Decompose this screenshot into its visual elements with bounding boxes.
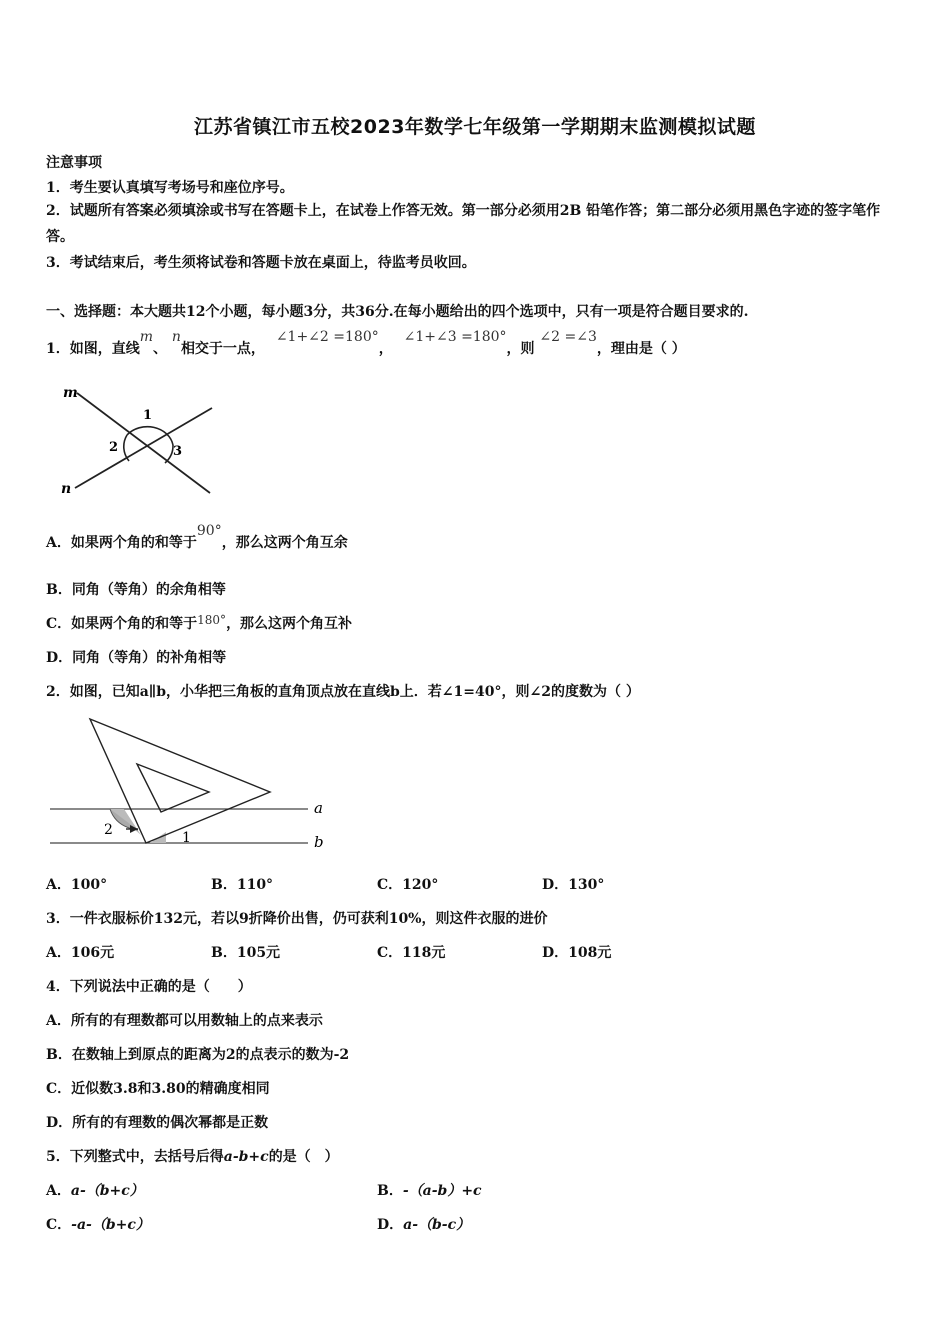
label-angle-1: 1 [182,830,191,846]
q4-option-d: D．所有的有理数的偶次幂都是正数 [46,1115,269,1131]
q1-prefix: 1．如图，直线 [46,341,140,357]
label-angle-2: 2 [109,440,119,455]
q1-eq2: ∠1+∠3 =180° [403,329,507,345]
page-title: 江苏省镇江市五校2023年数学七年级第一学期期末监测模拟试题 [194,116,756,138]
q2-option-a: A．100° [46,877,108,893]
note-item-1: 1．考生要认真填写考场号和座位序号。 [46,180,294,196]
q5-option-a [46,1180,144,1200]
q1-sep: 、 [153,341,168,357]
q5-option-d-expr: a-（b-c） [403,1217,471,1233]
q1-option-d: D．同角（等角）的补角相等 [46,650,227,666]
q5-option-d [377,1214,470,1234]
q1-option-a-pre: A．如果两个角的和等于 [46,535,197,551]
question-1 [46,329,686,358]
q1-figure [55,383,225,503]
triangle-inner [137,764,209,812]
note-item-3: 3．考试结束后，考生须将试卷和答题卡放在桌面上，待监考员收回。 [46,255,476,271]
q5-text-pre: 5．下列整式中，去括号后得 [46,1149,224,1165]
q3-option-c: C．118元 [377,945,446,961]
q5-option-c-expr: -a-（b+c） [71,1217,150,1233]
q1-option-a [46,523,348,552]
q2-option-d: D．130° [542,877,605,893]
q5-option-b-expr: -（a-b）+c [402,1183,482,1199]
notes-heading: 注意事项 [46,155,102,171]
q5-option-b [377,1180,482,1200]
q1-option-a-math: 90° [196,523,222,539]
label-angle-2: 2 [104,822,113,838]
q3-option-a: A．106元 [46,945,115,961]
q5-text-post: 的是（ ） [268,1149,339,1165]
question-4: 4．下列说法中正确的是（ ） [46,979,252,995]
q1-option-c-math: 180° [197,613,227,627]
q5-option-c [46,1214,150,1234]
q5-text-expr: a-b+c [223,1149,269,1165]
q1-then: ，则 [506,341,535,357]
q1-option-c-pre: C．如果两个角的和等于 [46,616,198,632]
q5-option-a-label: A． [46,1183,71,1199]
q2-option-c: C．120° [377,877,439,893]
label-m: m [63,385,78,401]
section-heading: 一、选择题：本大题共12个小题，每小题3分，共36分.在每小题给出的四个选项中，只有一项是符合题目要求的. [46,304,749,320]
q4-option-c: C．近似数3.8和3.80的精确度相同 [46,1081,270,1097]
q4-option-a: A．所有的有理数都可以用数轴上的点来表示 [46,1013,323,1029]
q1-n: n [171,329,181,345]
q5-option-b-label: B． [377,1183,403,1199]
q3-option-d: D．108元 [542,945,612,961]
q2-option-b: B．110° [211,877,274,893]
q1-mid: 相交于一点， [180,341,265,357]
q1-option-c-post: ，那么这两个角互补 [226,616,353,632]
question-3: 3．一件衣服标价132元，若以9折降价出售，仍可获利10%，则这件衣服的进价 [46,911,548,927]
label-angle-3: 3 [173,444,183,459]
q1-eq3: ∠2 =∠3 [539,329,597,345]
q3-option-b: B．105元 [211,945,281,961]
q1-suffix: ，理由是（ ） [596,341,686,357]
q5-option-a-expr: a-（b+c） [70,1183,144,1199]
question-2: 2．如图，已知a∥b，小华把三角板的直角顶点放在直线b上．若∠1=40°，则∠2的度数为（ ） [46,684,640,700]
note-item-2: 2．试题所有答案必须填涂或书写在答题卡上，在试卷上作答无效。第一部分必须用2B 铅笔作答；第二部分必须用黑色字迹的签字笔作答。 [46,203,881,245]
q1-option-a-post: ，那么这两个角互余 [221,535,348,551]
label-n: n [61,481,72,497]
q1-comma: ， [378,341,393,357]
q4-option-b: B．在数轴上到原点的距离为2的点表示的数为-2 [46,1047,350,1063]
q1-option-c [46,613,352,633]
label-b: b [314,833,324,851]
label-angle-1: 1 [143,408,153,423]
q2-figure [46,712,336,854]
question-5 [46,1146,339,1166]
q1-m: m [139,329,154,345]
q1-option-b: B．同角（等角）的余角相等 [46,582,226,598]
q5-option-c-label: C． [46,1217,72,1233]
q5-option-d-label: D． [377,1217,404,1233]
q1-eq1: ∠1+∠2 =180° [275,329,379,345]
label-a: a [314,799,323,817]
